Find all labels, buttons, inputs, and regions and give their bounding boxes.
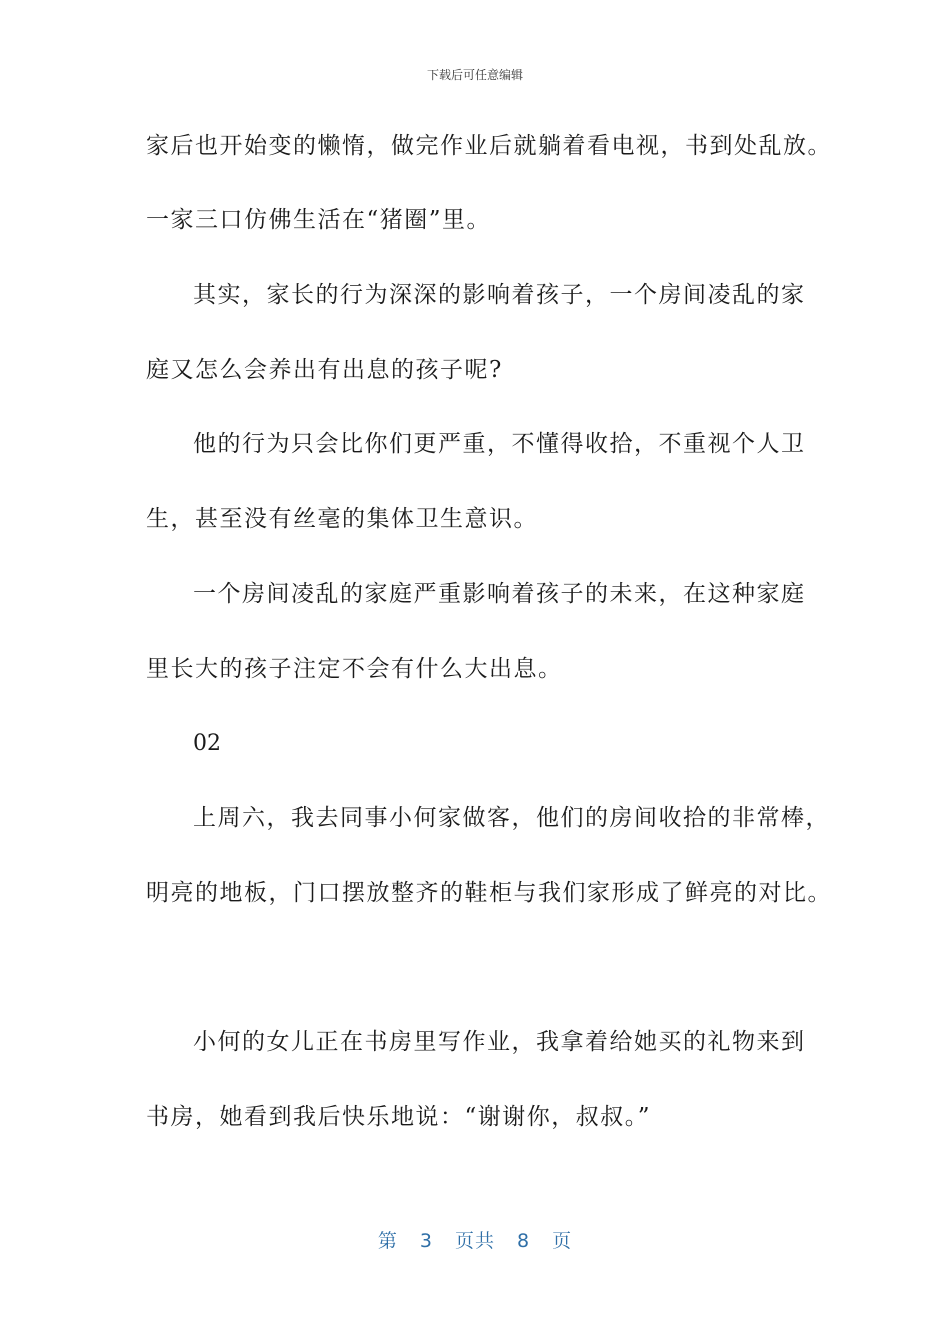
body-line-12: 书房，她看到我后快乐地说：“谢谢你，叔叔。” — [146, 1104, 652, 1130]
body-line-7: 一个房间凌乱的家庭严重影响着孩子的未来，在这种家庭 — [193, 581, 806, 607]
body-line-5: 他的行为只会比你们更严重，不懂得收拾，不重视个人卫 — [193, 431, 806, 457]
body-line-9: 上周六，我去同事小何家做客，他们的房间收拾的非常棒， — [193, 805, 830, 831]
footer-prefix: 第 — [377, 1230, 398, 1252]
body-line-11: 小何的女儿正在书房里写作业，我拿着给她买的礼物来到 — [193, 1029, 806, 1055]
body-line-6: 生，甚至没有丝毫的集体卫生意识。 — [146, 506, 538, 532]
body-line-1: 家后也开始变的懒惰，做完作业后就躺着看电视，书到处乱放。 — [146, 133, 832, 159]
section-number: 02 — [193, 731, 221, 756]
body-line-8: 里长大的孩子注定不会有什么大出息。 — [146, 656, 563, 682]
header-edit-note: 下载后可任意编辑 — [426, 68, 523, 82]
footer-mid: 页共 — [454, 1230, 495, 1252]
body-line-4: 庭又怎么会养出有出息的孩子呢? — [146, 357, 503, 383]
page-number-footer — [0, 1226, 950, 1253]
body-line-3: 其实，家长的行为深深的影响着孩子，一个房间凌乱的家 — [193, 282, 806, 308]
footer-suffix: 页 — [552, 1230, 573, 1252]
body-line-10: 明亮的地板，门口摆放整齐的鞋柜与我们家形成了鲜亮的对比。 — [146, 880, 832, 906]
body-line-2: 一家三口仿佛生活在“猪圈”里。 — [146, 207, 492, 233]
footer-current-page: 3 — [419, 1230, 433, 1252]
footer-total-pages: 8 — [517, 1230, 531, 1252]
